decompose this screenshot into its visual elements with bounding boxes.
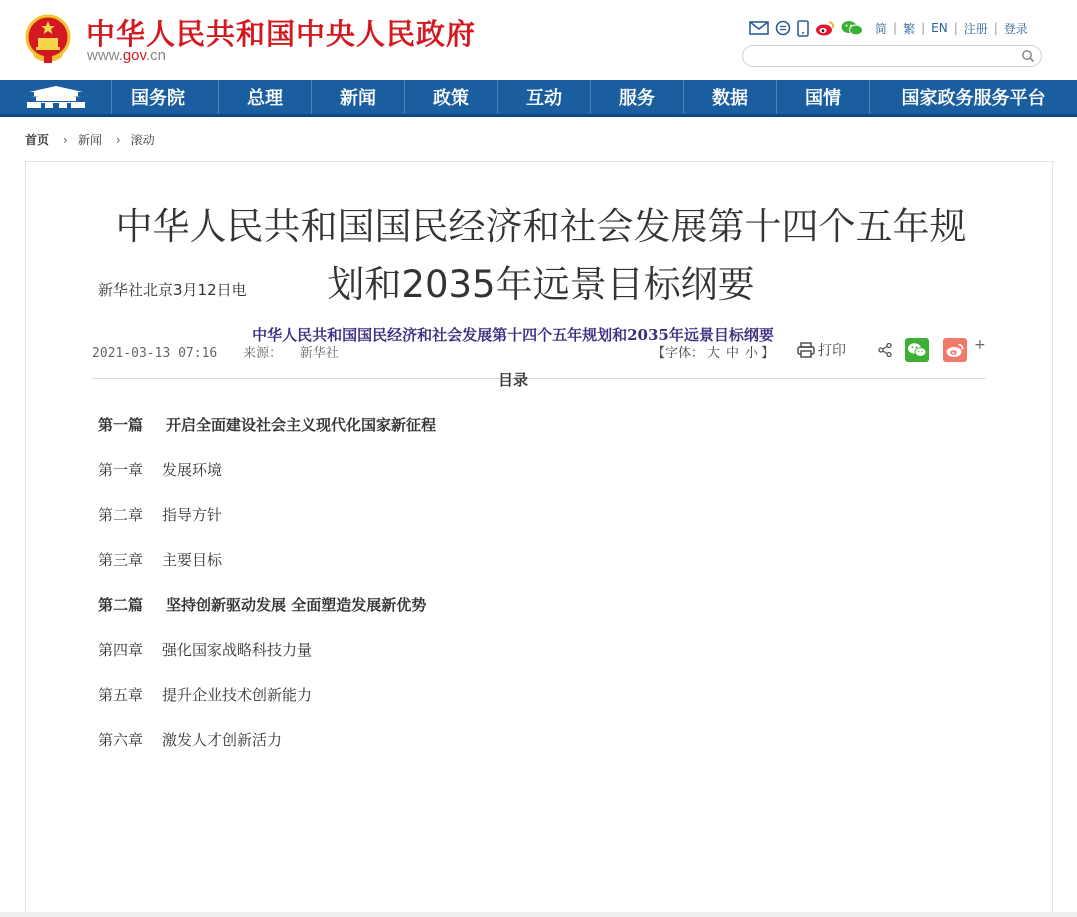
nav-item-news[interactable]: 新闻: [311, 80, 404, 114]
nav-home-button[interactable]: [0, 80, 111, 114]
weibo-icon[interactable]: [815, 20, 835, 36]
wechat-icon[interactable]: [841, 20, 863, 36]
source-name: 新华社: [299, 346, 339, 361]
breadcrumb-scroll[interactable]: 滚动: [130, 133, 155, 147]
divider: |: [993, 21, 998, 35]
main-nav: [0, 80, 1077, 117]
toc-text: 强化国家战略科技力量: [162, 641, 313, 659]
national-emblem-icon[interactable]: [25, 14, 71, 64]
breadcrumb-news[interactable]: 新闻: [77, 133, 102, 147]
traditional-chinese-link[interactable]: 繁: [903, 21, 916, 36]
simplified-chinese-link[interactable]: 简: [875, 21, 888, 36]
toc-text: 激发人才创新活力: [162, 731, 283, 749]
dateline: 新华社北京3月12日电: [98, 281, 247, 299]
nav-item-interaction[interactable]: 互动: [497, 80, 590, 114]
site-domain: [87, 47, 166, 64]
toc-number: 第一章: [98, 461, 144, 479]
search-input[interactable]: [753, 48, 1013, 64]
nav-item-premier[interactable]: 总理: [218, 80, 311, 114]
divider: |: [893, 21, 898, 35]
toc-chapter-item: [98, 639, 312, 660]
toc-chapter-item: [98, 549, 222, 570]
search-icon[interactable]: [1021, 49, 1035, 63]
search-box: [742, 45, 1042, 67]
toc-part-heading: [98, 594, 426, 615]
publish-datetime: 2021-03-13 07:16: [92, 346, 218, 361]
article-title-line: 划和2035年远景目标纲要: [327, 263, 755, 306]
font-size-suffix: 】: [761, 346, 775, 361]
breadcrumb-home[interactable]: 首页: [25, 133, 50, 147]
site-header: [0, 0, 1077, 80]
chevron-right-icon: ›: [63, 132, 68, 147]
weibo-icon: [945, 342, 965, 358]
domain-suffix: .cn: [145, 47, 166, 64]
toc-chapter-item: [98, 504, 222, 525]
toc-text: 主要目标: [162, 551, 223, 569]
share-more-button[interactable]: +: [974, 337, 986, 353]
article-title-line: 中华人民共和国国民经济和社会发展第十四个五年规: [115, 205, 967, 248]
nav-item-national-conditions[interactable]: 国情: [776, 80, 869, 114]
login-link[interactable]: 登录: [1003, 21, 1028, 36]
font-size-large-button[interactable]: 大: [707, 346, 721, 361]
register-link[interactable]: 注册: [963, 21, 988, 36]
toc-number: 第一篇: [98, 416, 144, 434]
source-label: 来源：: [243, 346, 283, 361]
toc-number: 第五章: [98, 686, 144, 704]
document-title: 中华人民共和国国民经济和社会发展第十四个五年规划和2035年远景目标纲要: [252, 326, 774, 344]
toc-text: 指导方针: [162, 506, 223, 524]
toc-number: 第六章: [98, 731, 144, 749]
toc-chapter-item: [98, 459, 222, 480]
divider: |: [921, 21, 926, 35]
toc-text: 发展环境: [162, 461, 223, 479]
domain-main: gov: [122, 47, 146, 64]
mobile-icon[interactable]: [797, 20, 809, 37]
print-label: 打印: [818, 343, 846, 359]
toc-number: 第四章: [98, 641, 144, 659]
mail-icon[interactable]: [749, 21, 769, 35]
font-size-prefix: 【字体：: [652, 346, 705, 361]
font-size-small-button[interactable]: 小: [745, 346, 759, 361]
divider: |: [953, 21, 958, 35]
nav-item-services[interactable]: 服务: [590, 80, 683, 114]
toc-number: 第二章: [98, 506, 144, 524]
toc-chapter-item: [98, 684, 312, 705]
toc-text: 开启全面建设社会主义现代化国家新征程: [166, 416, 437, 434]
nav-item-data[interactable]: 数据: [683, 80, 776, 114]
top-links: [749, 17, 1034, 39]
share-icon[interactable]: [878, 343, 892, 357]
toc-text: 坚持创新驱动发展 全面塑造发展新优势: [166, 596, 427, 614]
toc-number: 第三章: [98, 551, 144, 569]
english-link[interactable]: EN: [931, 21, 948, 35]
site-title[interactable]: 中华人民共和国中央人民政府: [86, 17, 477, 51]
toc-heading: 目录: [497, 371, 528, 389]
bottom-scroll-edge: [0, 912, 1077, 917]
font-size-medium-button[interactable]: 中: [726, 346, 740, 361]
nav-item-service-platform[interactable]: 国家政务服务平台: [869, 80, 1077, 114]
nav-item-policy[interactable]: 政策: [404, 80, 497, 114]
chat-icon[interactable]: [775, 20, 791, 36]
article-container: [25, 161, 1053, 917]
toc-part-heading: [98, 414, 436, 435]
breadcrumb: [25, 131, 155, 148]
domain-prefix: www.: [87, 47, 123, 64]
chevron-right-icon: ›: [115, 132, 121, 147]
tiananmen-icon: [25, 84, 87, 110]
toc-chapter-item: [98, 729, 282, 750]
share-weibo-button[interactable]: [943, 338, 967, 362]
toc-text: 提升企业技术创新能力: [162, 686, 313, 704]
nav-item-state-council[interactable]: 国务院: [111, 80, 204, 114]
toc-number: 第二篇: [98, 596, 144, 614]
